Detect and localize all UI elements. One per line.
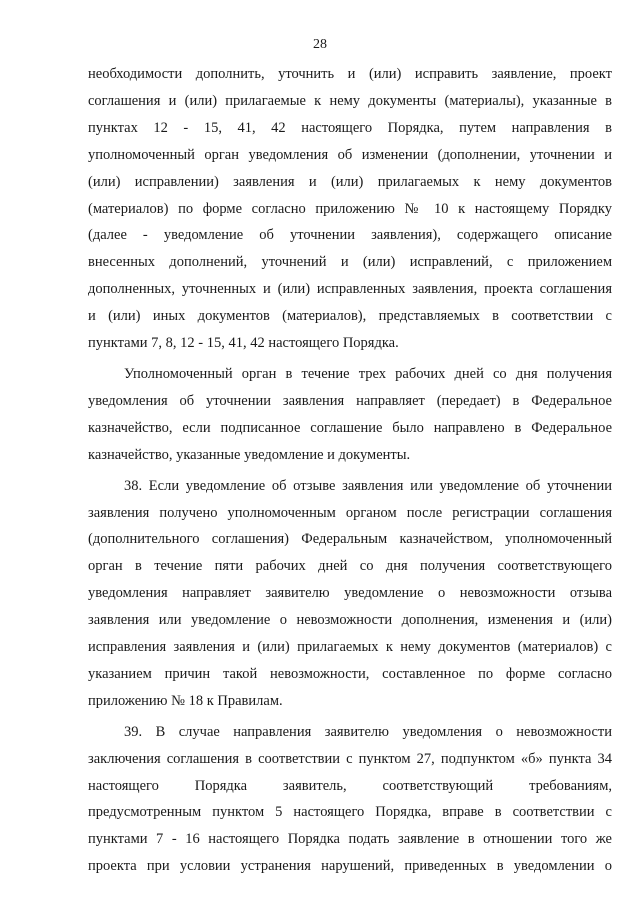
text-line: уведомления об уточнении заявления направляет (передает) в Федеральное (88, 392, 612, 409)
text-line: заявления или уведомление о невозможности дополнения, изменения и (или) (88, 612, 612, 629)
text-line: 39. В случае направления заявителю уведомления о невозможности (124, 723, 612, 740)
text-line: дополненных, уточненных и (или) исправленных заявления, проекта соглашения (88, 281, 612, 298)
text-line: казначейство, указанные уведомление и документы. (88, 446, 411, 463)
text-line: соглашения и (или) прилагаемые к нему документы (материалы), указанные в (88, 92, 612, 109)
text-line: орган в течение пяти рабочих дней со дня получения соответствующего (88, 558, 612, 575)
text-line: пунктами 7, 8, 12 - 15, 41, 42 настоящего Порядка. (88, 335, 399, 352)
text-line: исправления заявления и (или) прилагаемых к нему документов (материалов) с (88, 639, 612, 656)
paragraph-notification (88, 361, 612, 469)
text-line: пунктах 12 - 15, 41, 42 настоящего Порядка, путем направления в (88, 119, 612, 136)
text-line: проекта при условии устранения нарушений, приведенных в уведомлении о (88, 858, 612, 875)
document-body (88, 61, 612, 880)
text-line: необходимости дополнить, уточнить и (или) исправить заявление, проект (88, 66, 612, 82)
paragraph-39 (88, 719, 612, 880)
text-line: (далее - уведомление об уточнении заявления), содержащего описание (88, 227, 612, 244)
text-line: (материалов) по форме согласно приложению № 10 к настоящему Порядку (88, 200, 612, 217)
text-line: указанием причин такой невозможности, составленное по форме согласно (88, 665, 612, 682)
page-number: 28 (313, 37, 327, 52)
text-line: предусмотренным пунктом 5 настоящего Порядка, вправе в соответствии с (88, 804, 612, 821)
text-line: уведомления направляет заявителю уведомление о невозможности отзыва (88, 585, 612, 602)
text-line: настоящего Порядка заявитель, соответствующий требованиям, (88, 777, 612, 794)
text-line: Уполномоченный орган в течение трех рабочих дней со дня получения (124, 365, 612, 382)
text-line: заключения соглашения в соответствии с пунктом 27, подпунктом «б» пункта 34 (88, 750, 612, 767)
text-line: и (или) иных документов (материалов), представляемых в соответствии с (88, 308, 612, 325)
paragraph-38 (88, 473, 612, 715)
text-line: казначейство, если подписанное соглашение было направлено в Федеральное (88, 419, 612, 436)
text-line: (дополнительного соглашения) Федеральным казначейством, уполномоченный (88, 531, 612, 548)
text-line: уполномоченный орган уведомления об изменении (дополнении, уточнении и (88, 146, 612, 163)
text-line: 38. Если уведомление об отзыве заявления или уведомление об уточнении (124, 477, 612, 494)
paragraph-continuation (88, 61, 612, 357)
text-line: заявления получено уполномоченным органом после регистрации соглашения (88, 504, 612, 521)
text-line: приложению № 18 к Правилам. (88, 692, 283, 709)
text-line: внесенных дополнений, уточнений и (или) исправлений, с приложением (88, 254, 612, 271)
text-line: пунктами 7 - 16 настоящего Порядка подать заявление в отношении того же (88, 831, 612, 848)
text-line: (или) исправлении) заявления и (или) прилагаемых к нему документов (88, 173, 612, 190)
